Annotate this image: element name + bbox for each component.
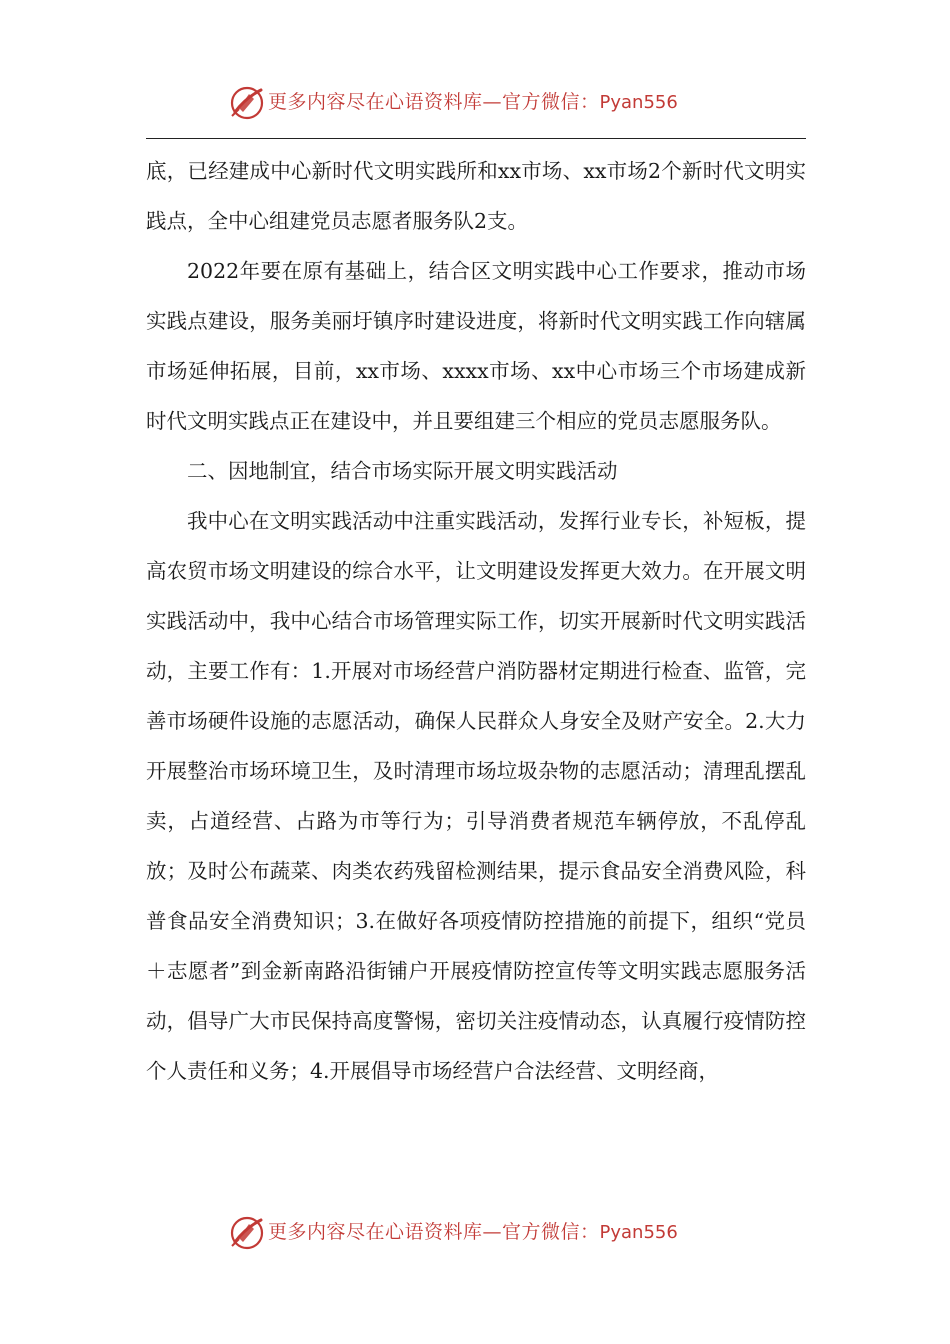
section-heading: 二、因地制宜，结合市场实际开展文明实践活动 bbox=[187, 459, 618, 483]
header-watermark-banner bbox=[0, 78, 950, 128]
watermark-text: 更多内容尽在心语资料库—官方微信：Pyan556 bbox=[268, 91, 678, 113]
paragraph: 2022年要在原有基础上，结合区文明实践中心工作要求，推动市场实践点建设，服务美丽圩镇序时建设进度，将新时代文明实践工作向辖属市场延伸拓展，目前，xx市场、xxxx市场、xx中心市场三个市场建成新时代文明实践点正在建设中，并且要组建三个相应的党员志愿服务队。 bbox=[146, 259, 806, 433]
header-divider bbox=[146, 138, 806, 139]
wechat-id: Pyan556 bbox=[599, 92, 678, 113]
paragraph: 我中心在文明实践活动中注重实践活动，发挥行业专长，补短板，提高农贸市场文明建设的综合水平，让文明建设发挥更大效力。在开展文明实践活动中，我中心结合市场管理实际工作，切实开展新时代文明实践活动，主要工作有：1.开展对市场经营户消防器材定期进行检查、监管，完善市场硬件设施的志愿活动，确保人民群众人身安全及财产安全。2.大力开展整治市场环境卫生，及时清理市场垃圾杂物的志愿活动；清理乱摆乱卖，占道经营、占路为市等行为；引导消费者规范车辆停放，不乱停乱放；及时公布蔬菜、肉类农药残留检测结果，提示食品安全消费风险，科普食品安全消费知识；3.在做好各项疫情防控措施的前提下，组织“党员＋志愿者”到金新南路沿街铺户开展疫情防控宣传等文明实践志愿服务活动，倡导广大市民保持高度警惕，密切关注疫情动态，认真履行疫情防控个人责任和义务；4.开展倡导市场经营户合法经营、文明经商， bbox=[146, 509, 806, 1083]
footer-watermark-banner bbox=[0, 1208, 950, 1258]
paragraph: 底，已经建成中心新时代文明实践所和xx市场、xx市场2个新时代文明实践点，全中心组建党员志愿者服务队2支。 bbox=[146, 159, 806, 233]
document-body bbox=[146, 146, 806, 1096]
pen-logo-icon bbox=[227, 82, 267, 122]
wechat-id: Pyan556 bbox=[599, 1222, 678, 1243]
watermark-text: 更多内容尽在心语资料库—官方微信：Pyan556 bbox=[268, 1221, 678, 1243]
pen-logo-icon bbox=[227, 1212, 267, 1252]
